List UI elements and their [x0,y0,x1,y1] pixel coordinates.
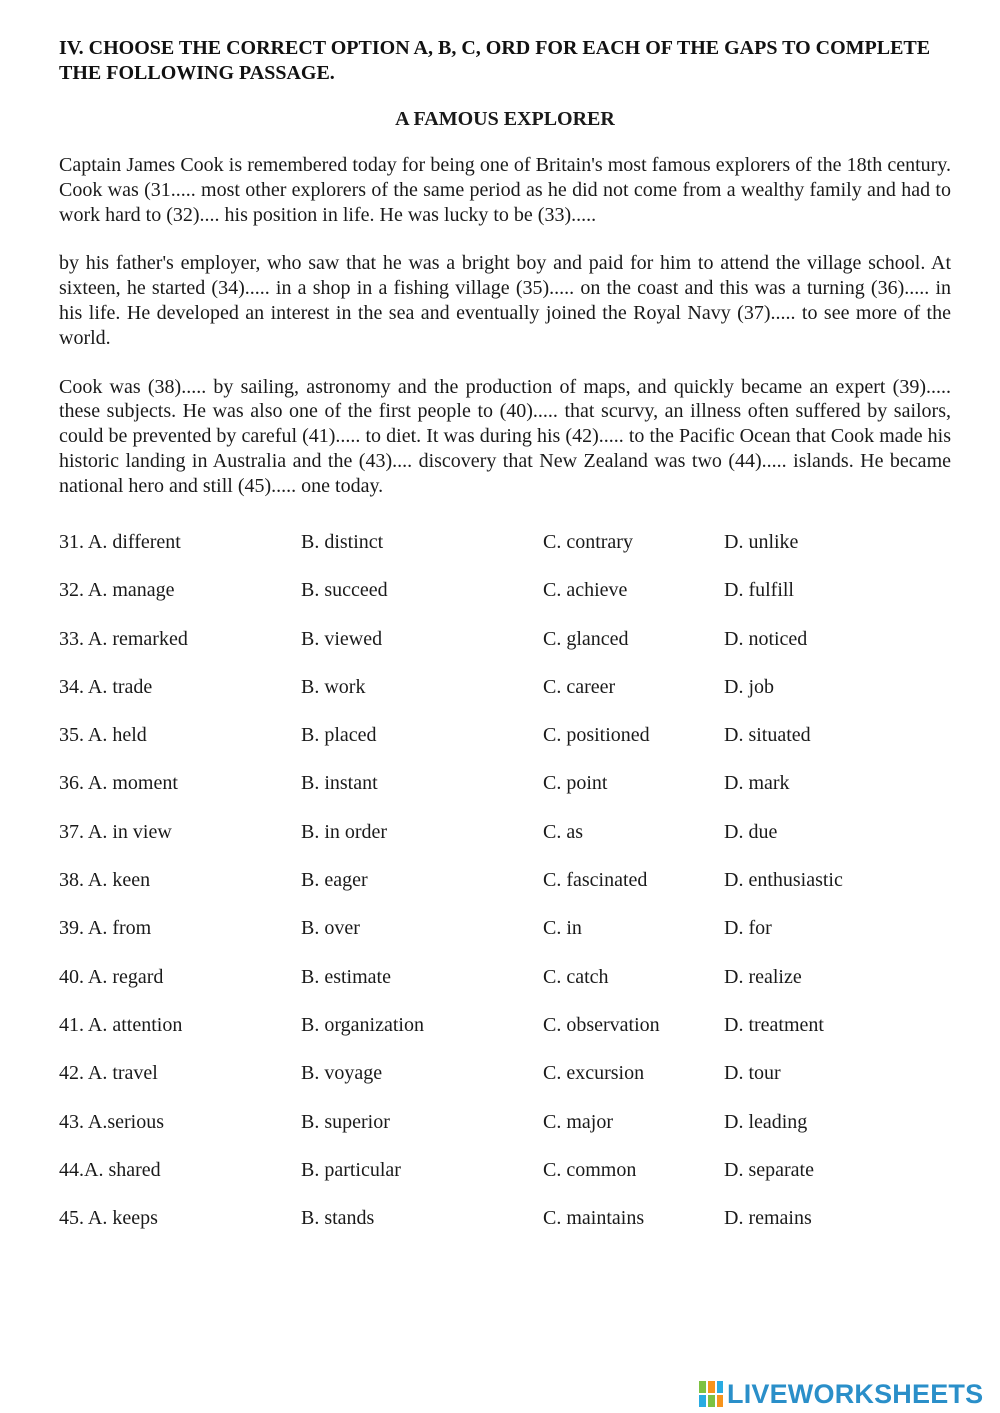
option-b[interactable]: B. voyage [301,1062,383,1085]
option-c[interactable]: C. achieve [543,579,628,602]
option-d[interactable]: D. treatment [724,1013,824,1036]
option-b[interactable]: B. placed [301,724,377,747]
option-d[interactable]: D. enthusiastic [724,869,843,892]
option-d[interactable]: D. due [724,820,778,843]
option-b[interactable]: B. work [301,675,366,698]
option-a[interactable]: 34. A. trade [59,675,153,698]
option-c[interactable]: C. common [543,1158,637,1181]
option-c[interactable]: C. excursion [543,1062,645,1085]
question-row-44 [59,1157,959,1205]
liveworksheets-logo-icon [698,1379,724,1409]
passage-title: A FAMOUS EXPLORER [395,108,615,130]
question-row-34 [59,674,959,722]
option-c[interactable]: C. maintains [543,1207,645,1230]
question-row-31 [59,529,959,577]
question-row-32 [59,577,959,625]
option-b[interactable]: B. organization [301,1013,424,1036]
option-c[interactable]: C. fascinated [543,869,648,892]
liveworksheets-logo-text: LIVEWORKSHEETS [727,1379,984,1409]
option-c[interactable]: C. positioned [543,724,650,747]
option-c[interactable]: C. point [543,772,608,795]
option-b[interactable]: B. viewed [301,627,383,650]
question-row-43 [59,1109,959,1157]
option-a[interactable]: 43. A.serious [59,1110,164,1133]
option-a[interactable]: 40. A. regard [59,965,164,988]
option-c[interactable]: C. in [543,917,582,940]
option-d[interactable]: D. mark [724,772,790,795]
option-d[interactable]: D. realize [724,965,802,988]
question-row-38 [59,867,959,915]
option-d[interactable]: D. situated [724,724,811,747]
worksheet-page [59,36,951,499]
liveworksheets-logo[interactable] [698,1378,983,1410]
option-a[interactable]: 44.A. shared [59,1158,161,1181]
question-row-40 [59,964,959,1012]
option-c[interactable]: C. career [543,675,616,698]
option-b[interactable]: B. estimate [301,965,391,988]
option-c[interactable]: C. observation [543,1013,660,1036]
option-d[interactable]: D. fulfill [724,579,794,602]
question-row-42 [59,1060,959,1108]
question-row-39 [59,915,959,963]
option-b[interactable]: B. succeed [301,579,388,602]
option-c[interactable]: C. as [543,820,583,843]
option-a[interactable]: 38. A. keen [59,869,151,892]
option-c[interactable]: C. glanced [543,627,629,650]
passage-paragraph-3: Cook was (38)..... by sailing, astronomy and the production of maps, and quickly became an expert (39)..... these subjects. He was also one of the first people to (40)..... that scurvy, an illness often suffered by sailors, could be prevented by careful (41)..... to diet. It was during his (42)..... to the Pacific Ocean that Cook made his historic landing in Australia and the (43).... discovery that New Zealand was two (44)..... islands. He became national hero and still (45)..... one today. [59,375,951,497]
option-b[interactable]: B. stands [301,1207,375,1230]
question-row-41 [59,1012,959,1060]
option-d[interactable]: D. tour [724,1062,781,1085]
option-a[interactable]: 31. A. different [59,531,181,553]
question-row-36 [59,770,959,818]
option-c[interactable]: C. contrary [543,531,633,553]
option-c[interactable]: C. catch [543,965,609,988]
option-a[interactable]: 39. A. from [59,917,152,940]
question-row-45 [59,1205,959,1253]
option-a[interactable]: 35. A. held [59,724,147,747]
option-d[interactable]: D. separate [724,1158,814,1181]
question-list [59,529,959,1253]
option-a[interactable]: 37. A. in view [59,820,172,843]
option-b[interactable]: B. distinct [301,531,384,553]
option-a[interactable]: 32. A. manage [59,579,175,602]
option-a[interactable]: 42. A. travel [59,1062,158,1085]
option-c[interactable]: C. major [543,1110,613,1133]
question-row-33 [59,626,959,674]
option-d[interactable]: D. unlike [724,531,799,553]
instruction-heading: IV. CHOOSE THE CORRECT OPTION A, B, C, ORD FOR EACH OF THE GAPS TO COMPLETE THE FOLLOWING PASSAGE. [59,37,931,84]
passage-paragraph-2: by his father's employer, who saw that he was a bright boy and paid for him to attend the village school. At sixteen, he started (34)..... in a shop in a fishing village (35)..... on the coast and this was a turning (36)..... in his life. He developed an interest in the sea and eventually joined the Royal Navy (37)..... to see more of the world. [59,252,951,349]
option-d[interactable]: D. remains [724,1207,812,1230]
option-b[interactable]: B. in order [301,820,388,843]
option-b[interactable]: B. instant [301,772,378,795]
option-d[interactable]: D. for [724,917,772,940]
option-b[interactable]: B. superior [301,1110,390,1133]
option-a[interactable]: 36. A. moment [59,772,178,795]
option-a[interactable]: 33. A. remarked [59,627,188,650]
option-b[interactable]: B. particular [301,1158,401,1181]
option-a[interactable]: 45. A. keeps [59,1207,158,1230]
option-b[interactable]: B. eager [301,869,368,892]
option-b[interactable]: B. over [301,917,360,940]
option-d[interactable]: D. leading [724,1110,808,1133]
option-d[interactable]: D. noticed [724,627,808,650]
option-a[interactable]: 41. A. attention [59,1013,183,1036]
option-d[interactable]: D. job [724,675,774,698]
question-row-35 [59,722,959,770]
passage-paragraph-1: Captain James Cook is remembered today for being one of Britain's most famous explorers of the 18th century. Cook was (31..... most other explorers of the same period as he did not come from a wealthy family and had to work hard to (32).... his position in life. He was lucky to be (33)..... [59,154,951,226]
question-row-37 [59,819,959,867]
